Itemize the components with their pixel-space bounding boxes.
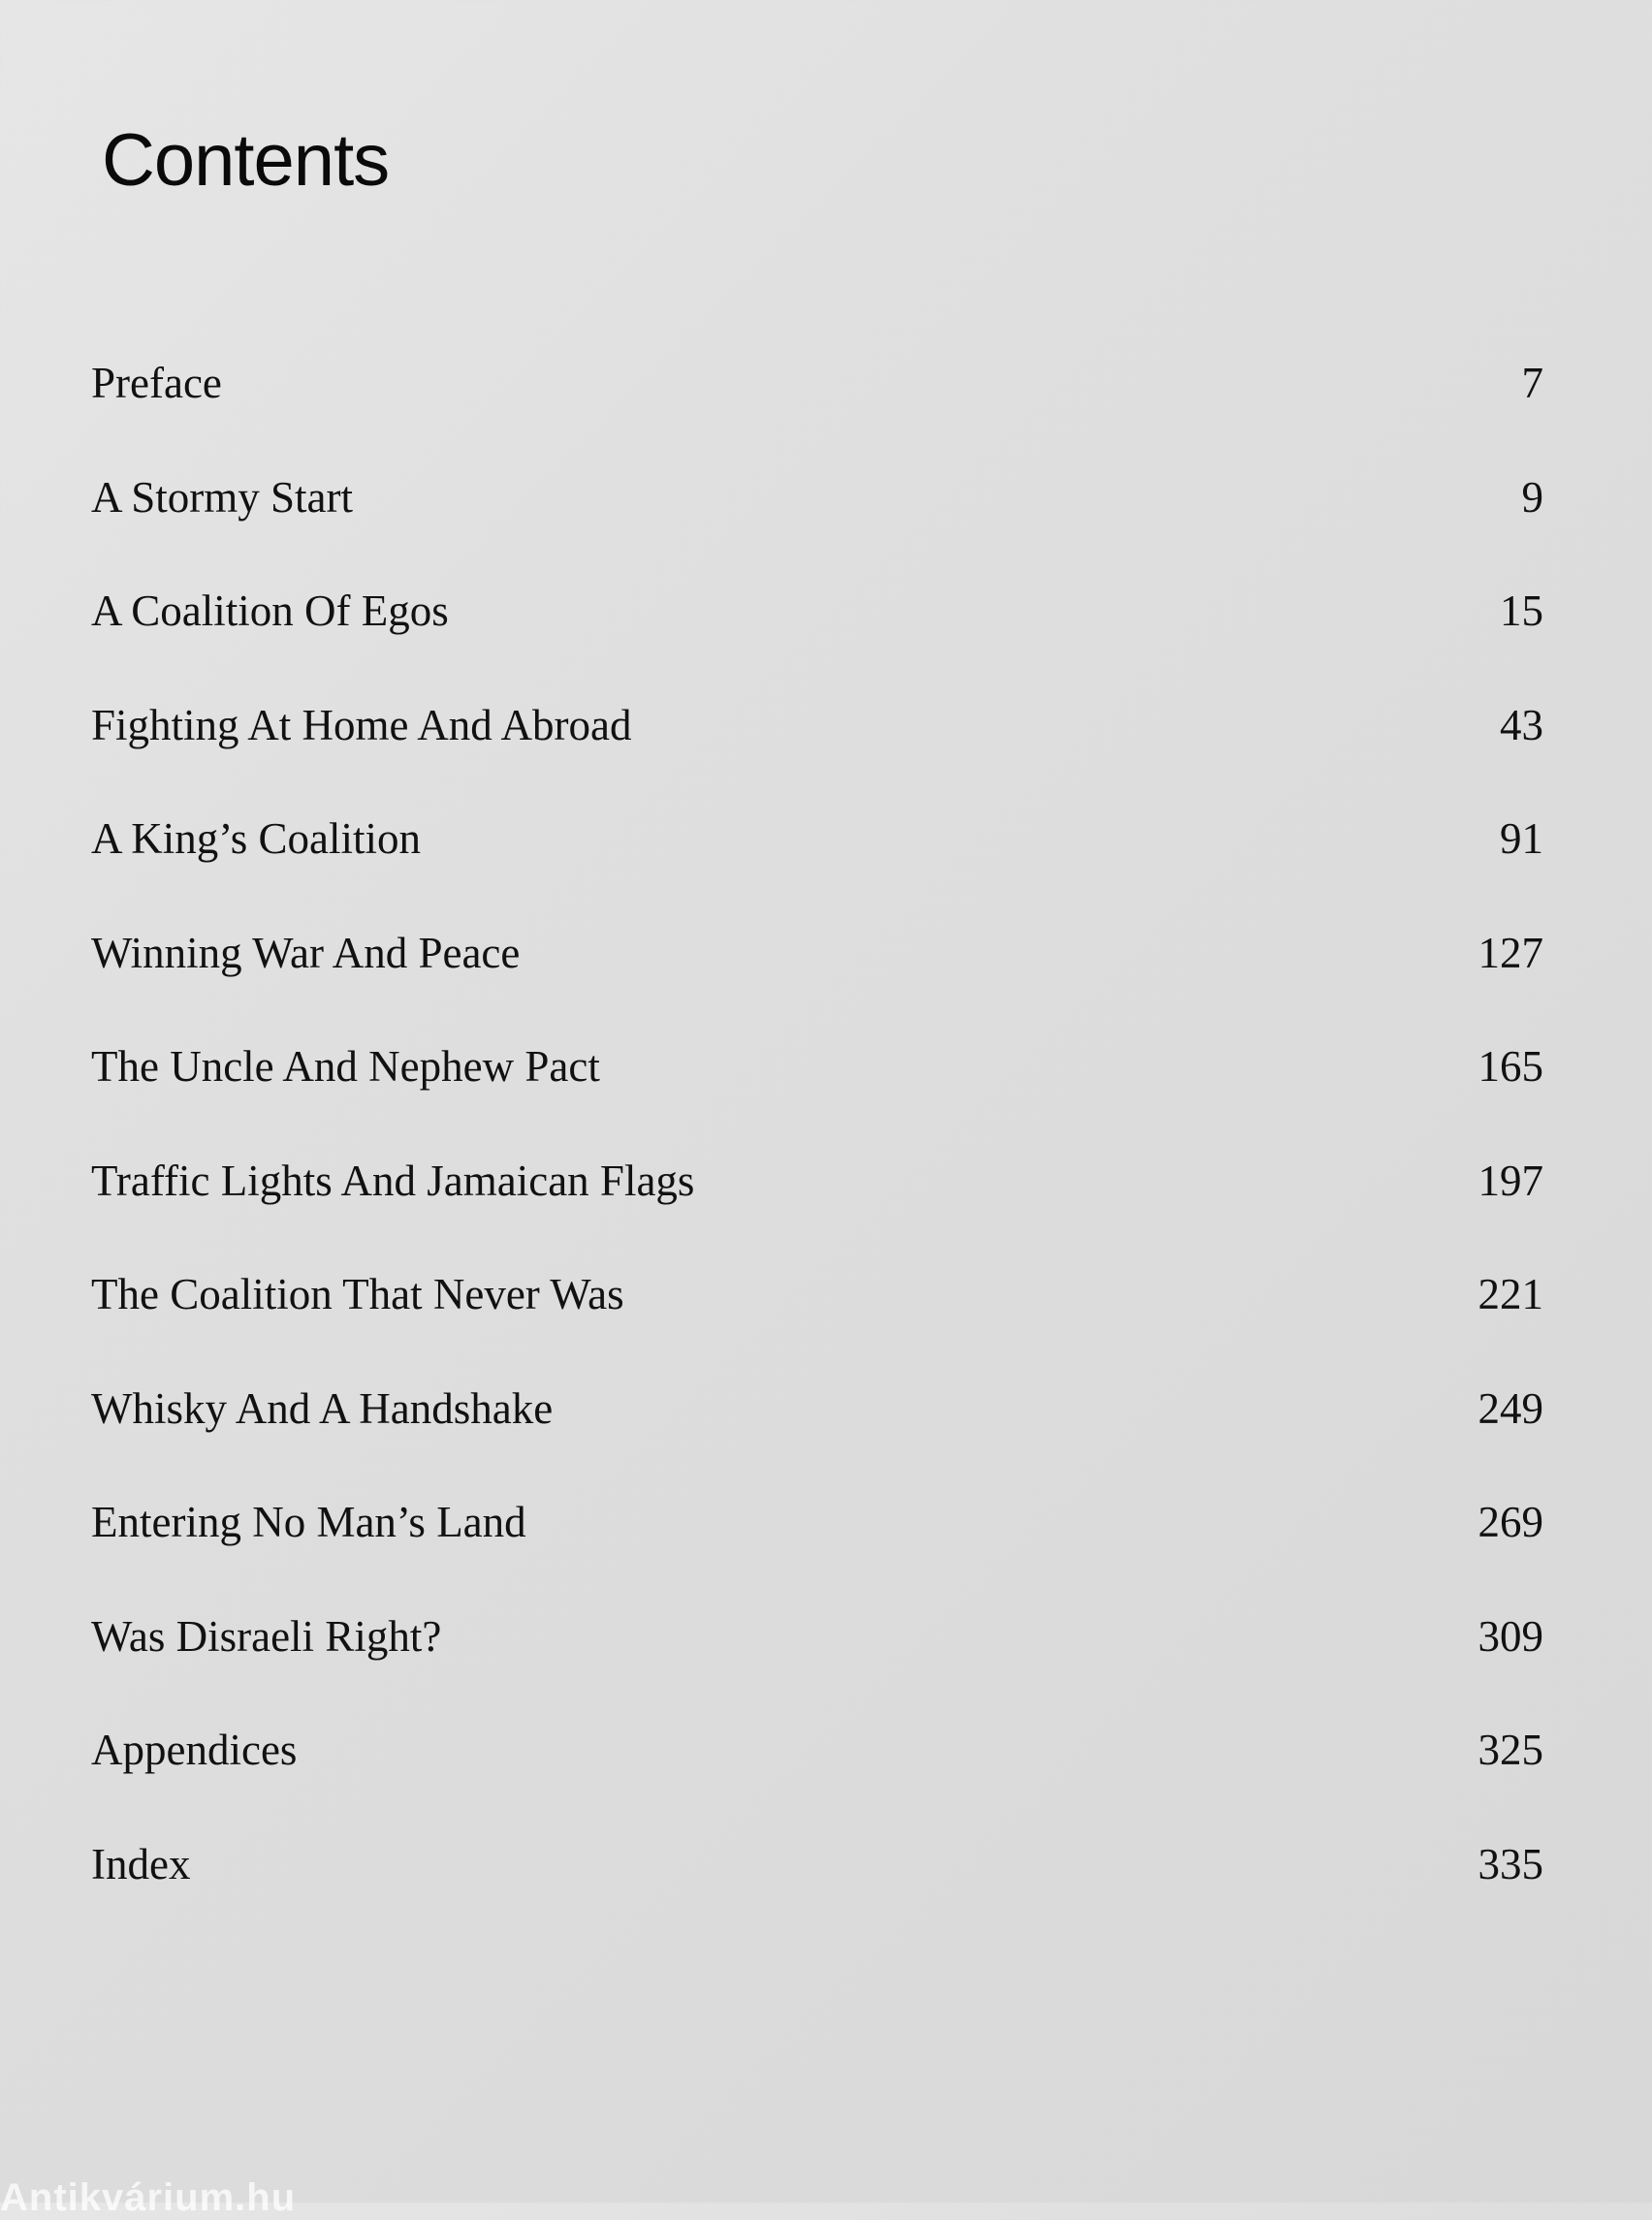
toc-entry xyxy=(91,1610,1543,1725)
toc-entry-page-number: 165 xyxy=(1477,1042,1543,1091)
toc-entry xyxy=(91,812,1543,927)
toc-entry-title: Index xyxy=(91,1839,191,1888)
toc-entry-page-number: 309 xyxy=(1477,1611,1543,1661)
page-title: Contents xyxy=(102,119,390,202)
toc-entry-title: Winning War And Peace xyxy=(91,928,521,977)
table-of-contents xyxy=(91,357,1543,1951)
toc-entry-page-number: 43 xyxy=(1500,700,1543,749)
toc-entry-title: The Coalition That Never Was xyxy=(91,1270,624,1318)
toc-entry-title: A Coalition Of Egos xyxy=(91,587,449,635)
toc-entry xyxy=(91,1496,1543,1610)
toc-entry-title: A King’s Coalition xyxy=(91,814,422,863)
toc-entry-title: Whisky And A Handshake xyxy=(91,1383,554,1433)
watermark: Antikvárium.hu xyxy=(0,2176,297,2219)
toc-entry xyxy=(91,1040,1543,1155)
toc-entry-page-number: 221 xyxy=(1477,1270,1543,1318)
toc-entry-page-number: 127 xyxy=(1477,928,1543,977)
toc-entry xyxy=(91,471,1543,586)
toc-entry xyxy=(91,1382,1543,1497)
toc-entry-page-number: 335 xyxy=(1477,1839,1543,1888)
toc-entry-title: Entering No Man’s Land xyxy=(91,1498,526,1546)
toc-entry xyxy=(91,1724,1543,1838)
toc-entry-page-number: 269 xyxy=(1477,1498,1543,1546)
toc-entry xyxy=(91,1155,1543,1269)
toc-entry xyxy=(91,1838,1543,1952)
toc-entry xyxy=(91,1268,1543,1382)
toc-entry-title: Traffic Lights And Jamaican Flags xyxy=(91,1156,695,1205)
toc-entry-page-number: 325 xyxy=(1477,1726,1543,1774)
toc-entry-title: Fighting At Home And Abroad xyxy=(91,700,632,749)
toc-entry-title: Preface xyxy=(91,359,222,407)
toc-entry xyxy=(91,927,1543,1041)
toc-entry-title: The Uncle And Nephew Pact xyxy=(91,1042,600,1091)
toc-entry-title: Was Disraeli Right? xyxy=(91,1611,442,1661)
toc-entry-page-number: 15 xyxy=(1500,587,1543,635)
toc-entry xyxy=(91,357,1543,471)
toc-entry-page-number: 91 xyxy=(1500,814,1543,863)
toc-entry-page-number: 7 xyxy=(1521,359,1543,407)
toc-entry xyxy=(91,699,1543,813)
toc-entry-page-number: 9 xyxy=(1521,472,1543,522)
toc-entry-page-number: 249 xyxy=(1477,1383,1543,1433)
toc-entry-page-number: 197 xyxy=(1477,1156,1543,1205)
toc-entry-title: Appendices xyxy=(91,1726,298,1774)
toc-entry-title: A Stormy Start xyxy=(91,472,354,522)
toc-entry xyxy=(91,585,1543,699)
